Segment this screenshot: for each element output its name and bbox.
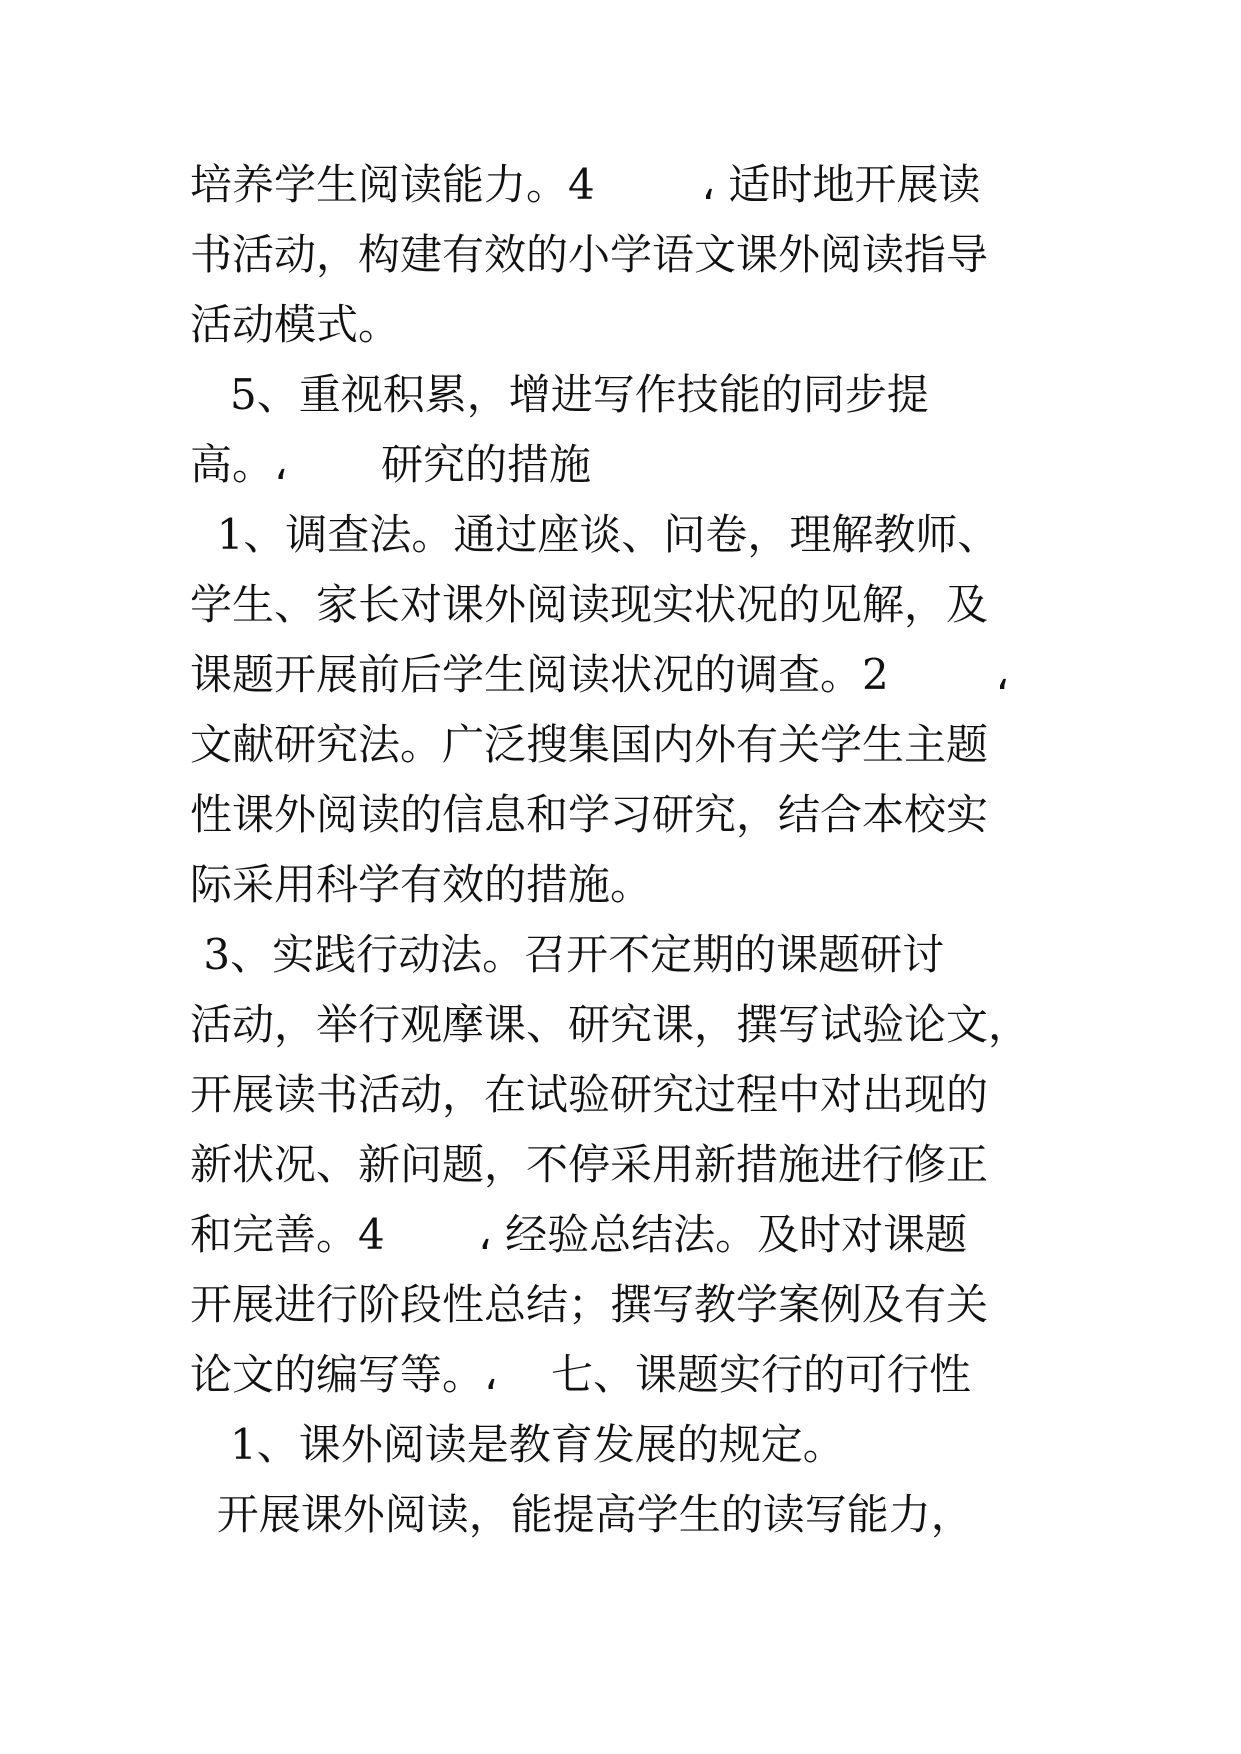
- text-line: 性课外阅读的信息和学习研究，结合本校实: [190, 790, 989, 839]
- text-line: 书活动，构建有效的小学语文课外阅读指导: [190, 230, 989, 279]
- text-line: 学生、家长对课外阅读现实状况的见解，及: [190, 580, 989, 629]
- text-line: 和完善。4 ، 经验总结法。及时对课题: [190, 1210, 968, 1259]
- text-line: 培养学生阅读能力。4 ، 适时地开展读: [190, 160, 981, 209]
- text-line: 新状况、新问题，不停采用新措施进行修正: [190, 1140, 989, 1189]
- text-line: 5、重视积累，增进写作技能的同步提: [190, 370, 929, 419]
- text-line: 3、实践行动法。召开不定期的课题研讨: [190, 930, 945, 979]
- text-line: 论文的编写等。، 七、课题实行的可行性: [190, 1350, 971, 1399]
- text-line: 际采用科学有效的措施。: [190, 860, 653, 909]
- text-line: 开展课外阅读，能提高学生的读写能力，: [190, 1490, 973, 1539]
- text-line: 活动模式。: [190, 300, 401, 349]
- text-line: 课题开展前后学生阅读状况的调查。2 ،: [190, 650, 1010, 699]
- text-line: 活动，举行观摩课、研究课，撰写试验论文，: [190, 1000, 1031, 1049]
- text-line: 文献研究法。广泛搜集国内外有关学生主题: [190, 720, 989, 769]
- text-line: 高。، 研究的措施: [190, 440, 592, 489]
- text-line: 1、调查法。通过座谈、问卷，理解教师、: [190, 510, 1000, 559]
- text-line: 开展进行阶段性总结；撰写教学案例及有关: [190, 1280, 989, 1329]
- text-line: 1、课外阅读是教育发展的规定。: [190, 1420, 845, 1469]
- text-line: 开展读书活动，在试验研究过程中对出现的: [190, 1070, 989, 1119]
